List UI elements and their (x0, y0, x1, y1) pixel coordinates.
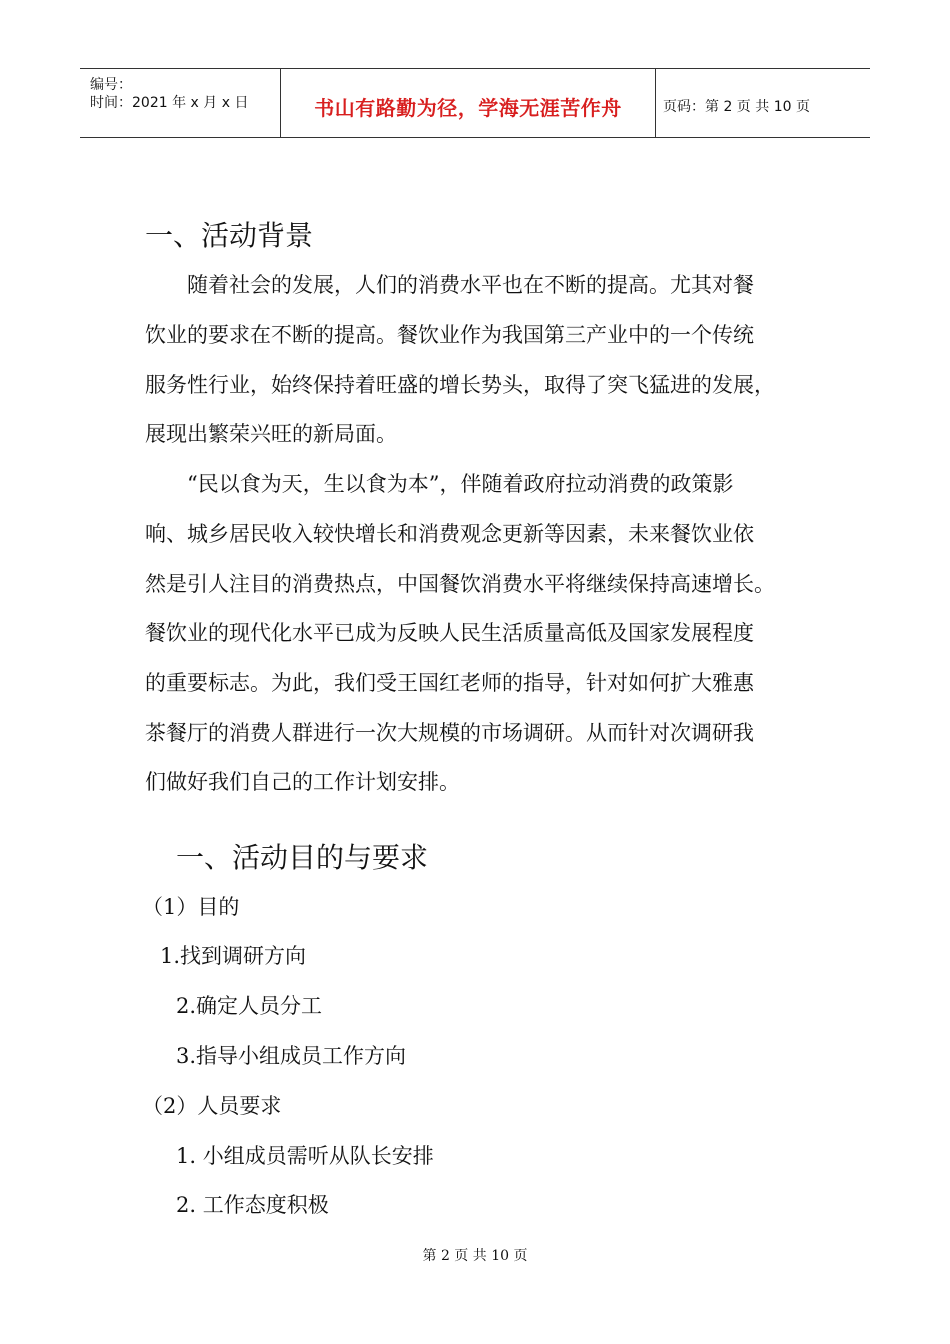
motto: 书山有路勤为径，学海无涯苦作舟 (314, 96, 622, 120)
paragraph-line: 展现出繁荣兴旺的新局面。 (145, 422, 397, 446)
page-footer: 第 2 页 共 10 页 (422, 1248, 528, 1264)
paragraph-line: 服务性行业，始终保持着旺盛的增长势头，取得了突飞猛进的发展， (145, 373, 775, 397)
header-page-cell (655, 69, 870, 137)
goal-item: 1.找到调研方向 (160, 944, 307, 968)
requirement-item: 2. 工作态度积极 (176, 1193, 329, 1217)
goal-item: 2.确定人员分工 (176, 994, 323, 1018)
header-table (80, 68, 870, 138)
paragraph-line: 餐饮业的现代化水平已成为反映人民生活质量高低及国家发展程度 (145, 621, 754, 645)
paragraph-line: 的重要标志。为此，我们受王国红老师的指导，针对如何扩大雅惠 (145, 671, 754, 695)
section2-heading: 一、活动目的与要求 (176, 841, 429, 874)
requirement-label: （2）人员要求 (142, 1094, 282, 1118)
section1-heading: 一、活动背景 (145, 219, 314, 252)
header-meta-cell (80, 69, 280, 137)
page-info: 页码：第 2 页 共 10 页 (663, 99, 810, 115)
paragraph-line: 们做好我们自己的工作计划安排。 (145, 770, 460, 794)
paragraph-line: 然是引人注目的消费热点，中国餐饮消费水平将继续保持高速增长。 (145, 572, 775, 596)
goal-item: 3.指导小组成员工作方向 (176, 1044, 407, 1068)
header-motto-cell (280, 69, 656, 137)
paragraph-line: 茶餐厅的消费人群进行一次大规模的市场调研。从而针对次调研我 (145, 721, 754, 745)
paragraph-line: “民以食为天，生以食为本”，伴随着政府拉动消费的政策影 (187, 472, 734, 496)
requirement-item: 1. 小组成员需听从队长安排 (176, 1144, 434, 1168)
paragraph-line: 响、城乡居民收入较快增长和消费观念更新等因素，未来餐饮业依 (145, 522, 754, 546)
paragraph-line: 饮业的要求在不断的提高。餐饮业作为我国第三产业中的一个传统 (145, 323, 754, 347)
paragraph-line: 随着社会的发展，人们的消费水平也在不断的提高。尤其对餐 (187, 273, 754, 297)
time-label: 时间：2021 年 x 月 x 日 (90, 95, 249, 111)
goal-label: （1）目的 (142, 895, 240, 919)
number-label: 编号： (90, 77, 132, 93)
